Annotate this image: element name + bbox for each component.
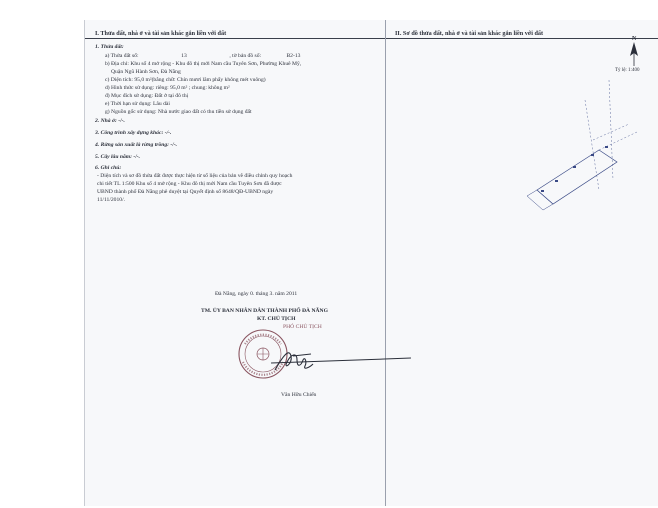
house-line: 2. Nhà ở: -/-.: [95, 118, 125, 124]
usage-origin-line: g) Nguồn gốc sử dụng: Nhà nước giao đất có thu tiền sử dụng đất: [105, 109, 252, 115]
notes-heading: 6. Ghi chú:: [95, 165, 122, 171]
parcel-number-row: [105, 53, 324, 59]
section-one-title: I. Thửa đất, nhà ở và tài sản khác gắn liền với đất: [95, 30, 227, 37]
parcel-number-label: a) Thửa đất số:: [105, 53, 139, 59]
address-line-2: Quận Ngũ Hành Sơn, Đà Nẵng: [111, 69, 181, 75]
on-behalf-chairman: KT. CHỦ TỊCH: [257, 316, 296, 322]
north-label: N: [632, 36, 637, 42]
section-two-title: II. Sơ đồ thửa đất, nhà ở và tài sản khác gắn liền với đất: [395, 30, 544, 37]
vice-chairman-title: PHÓ CHỦ TỊCH: [283, 324, 322, 330]
signer-name: Văn Hữu Chiến: [281, 392, 317, 398]
usage-term-line: e) Thời hạn sử dụng: Lâu dài: [105, 101, 170, 107]
note-line-2: chi tiết TL 1:500 Khu số 4 mở rộng - Khu đô thị mới Nam cầu Tuyên Sơn đã được: [97, 181, 282, 187]
usage-form-line: d) Hình thức sử dụng: riêng: 95,0 m² ; chung: không m²: [105, 85, 230, 91]
other-construction-line: 3. Công trình xây dựng khác: -/-.: [95, 130, 172, 136]
seal-and-signature: [231, 326, 341, 386]
note-line-1: - Diện tích và sơ đồ thửa đất được thực hiện từ số liệu của bản vẽ điều chỉnh quy hoạch: [97, 173, 293, 179]
parcel-marks: [541, 146, 608, 192]
certificate-page: [84, 20, 658, 506]
area-line: c) Diện tích: 95,0 m²(bằng chữ: Chín mươi lăm phẩy không mét vuông): [105, 77, 266, 83]
header-rule: [85, 38, 658, 39]
map-scale: Tỷ lệ: 1:400: [615, 68, 640, 73]
parcel-number: 13: [181, 53, 187, 59]
perennial-trees-line: 5. Cây lâu năm: -/-.: [95, 154, 141, 160]
usage-purpose-line: đ) Mục đích sử dụng: Đất ở tại đô thị: [105, 93, 189, 99]
official-seal: [239, 330, 287, 378]
issuing-authority: TM. ỦY BAN NHÂN DÂN THÀNH PHỐ ĐÀ NẴNG: [201, 308, 328, 314]
forest-line: 4. Rừng sản xuất là rừng trồng: -/-.: [95, 142, 178, 148]
map-sheet-label: , tờ bản đồ số:: [229, 53, 262, 59]
sign-date: Đà Nẵng, ngày 0. tháng 3. năm 2011: [215, 291, 298, 297]
parcel-heading: 1. Thửa đất:: [95, 44, 124, 50]
parcel-sketch: [385, 40, 658, 506]
map-sheet-number: B2-13: [286, 53, 301, 59]
address-line-1: b) Địa chỉ: Khu số 4 mở rộng - Khu đô thị mới Nam cầu Tuyên Sơn, Phường Khuê Mỹ,: [105, 61, 302, 67]
note-line-3: UBND thành phố Đà Nẵng phê duyệt tại Quyết định số 8648/QĐ-UBND ngày: [97, 189, 274, 195]
note-line-4: 11/11/2010/.: [97, 197, 126, 203]
